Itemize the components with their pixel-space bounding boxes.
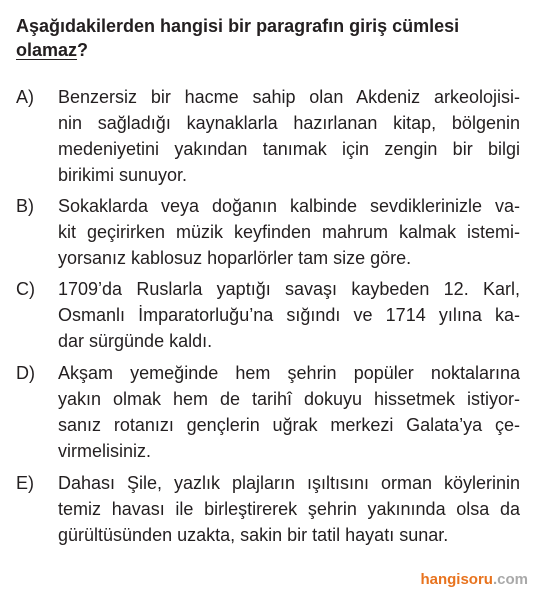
option-text (58, 193, 520, 271)
option-letter: D) (16, 363, 35, 383)
option-line: Akşam yemeğinde hem şehrin popüler noktalarına (58, 363, 520, 383)
option-line: sanız rotanızı gençlerin uğrak merkezi Galata’ya çe- (58, 415, 520, 435)
option-text (58, 470, 520, 548)
option-line: temiz havası ile birleştirerek şehrin yakınında olsa da (58, 499, 520, 519)
negation-word: olamaz (16, 40, 78, 60)
option-letter: A) (16, 87, 34, 107)
option-letter: B) (16, 196, 34, 216)
option-text (58, 360, 520, 464)
option-letter: E) (16, 473, 34, 493)
option-letter: C) (16, 279, 35, 299)
option-text (58, 276, 520, 354)
option-line: Sokaklarda veya doğanın kalbinde sevdiklerinizle va- (58, 196, 520, 216)
watermark-name: hangisoru (420, 571, 493, 588)
option-line: birikimi sunuyor. (58, 165, 188, 185)
option-line: dar sürgünde kaldı. (58, 331, 213, 351)
option-line: medeniyetini yakından tanımak için zengin bir bilgi (58, 139, 520, 159)
option-line: 1709’da Ruslarla yaptığı savaşı kaybeden 12. Karl, (58, 279, 520, 299)
option-line: virmelisiniz. (58, 441, 152, 461)
option-line: Benzersiz bir hacme sahip olan Akdeniz arkeolojisi- (58, 87, 520, 107)
option-text (58, 84, 520, 188)
option-line: yakın olmak hem de tarihî dokuyu hissetmek istiyor- (58, 389, 520, 409)
question-mark: ? (77, 40, 89, 60)
question-line-1: Aşağıdakilerden hangisi bir paragrafın giriş cümlesi (16, 16, 460, 36)
option-line: Osmanlı İmparatorluğu’na sığındı ve 1714 yılına ka- (58, 305, 520, 325)
watermark-domain: .com (492, 571, 528, 588)
question-line-2 (16, 38, 520, 62)
option-line: kit geçirirken müzik keyfinden mahrum kalmak istemi- (58, 222, 520, 242)
option-line: nin sağladığı kaynaklarla hazırlanan kitap, bölgenin (58, 113, 520, 133)
question-stem (16, 14, 520, 62)
option-line: yorsanız kablosuz hoparlörler tam size göre. (58, 248, 412, 268)
site-watermark (420, 571, 528, 588)
option-line: Dahası Şile, yazlık plajların ışıltısını orman köylerinin (58, 473, 520, 493)
option-line: gürültüsünden uzakta, sakin bir tatil hayatı sunar. (58, 525, 449, 545)
